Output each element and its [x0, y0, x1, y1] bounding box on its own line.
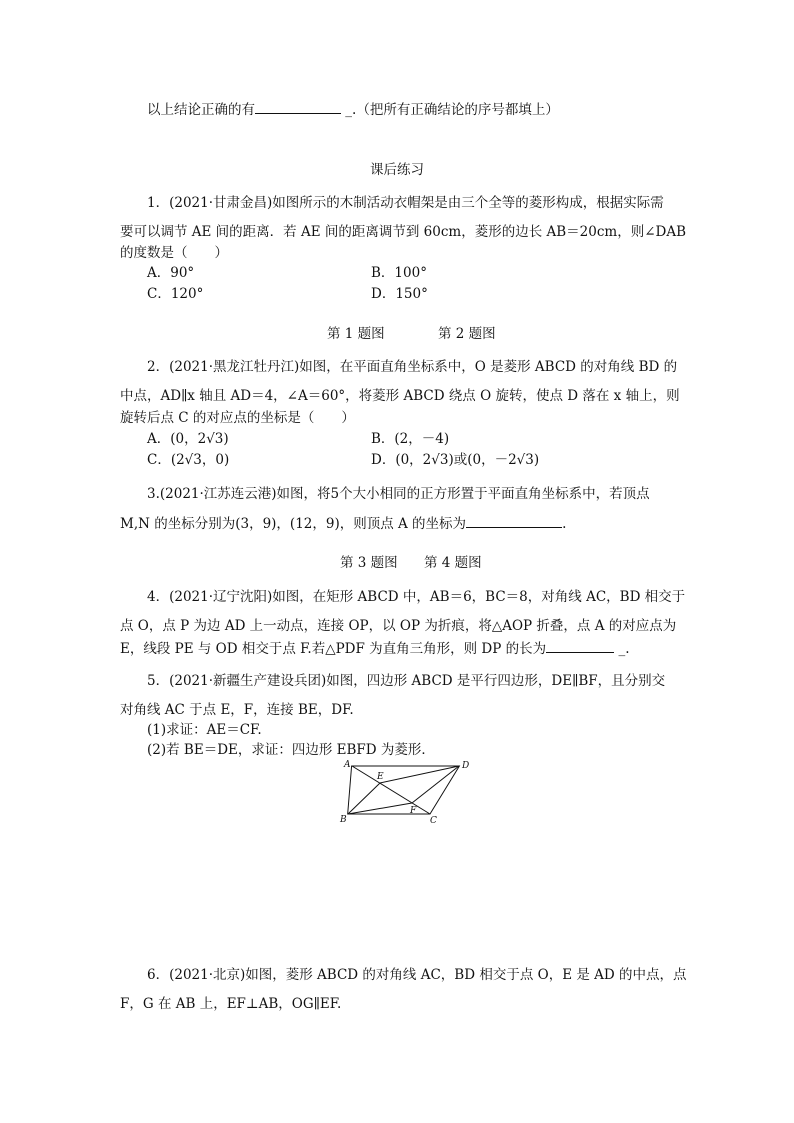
q4-line3-text: E，线段 PE 与 OD 相交于点 F.若△PDF 为直角三角形，则 DP 的长为 — [120, 641, 547, 657]
q1-option-a: A．90° — [147, 265, 195, 281]
label-d: D — [462, 761, 470, 771]
q2-line2: 中点，AD∥x 轴且 AD＝4，∠A＝60°，将菱形 ABCD 绕点 O 旋转，使点 D 落在 x 轴上，则 — [120, 388, 680, 404]
q2-line1: 2．(2021·黑龙江牡丹江)如图，在平面直角坐标系中，O 是菱形 ABCD 的对角线 BD 的 — [147, 359, 678, 375]
answer-blank — [546, 639, 614, 653]
q4-line2: 点 O，点 P 为边 AD 上一动点，连接 OP，以 OP 为折痕，将△AOP 折叠，点 A 的对应点为 — [120, 618, 677, 634]
q5-line1: 5．(2021·新疆生产建设兵团)如图，四边形 ABCD 是平行四边形，DE∥BF，且分别交 — [147, 673, 666, 689]
q2-option-d: D．(0，2√3)或(0，－2√3) — [371, 452, 540, 468]
fig-label-2: 第 2 题图 — [438, 326, 496, 342]
intro-suffix: .（把所有正确结论的序号都填上） — [352, 102, 559, 118]
q3-line2 — [120, 514, 566, 533]
parallelogram-figure — [340, 756, 470, 826]
q1-option-b: B．100° — [371, 265, 427, 281]
q2-option-a: A．(0，2√3) — [147, 431, 229, 447]
segment-ed — [380, 766, 459, 783]
q1-option-d: D．150° — [371, 286, 428, 302]
intro-prefix: 以上结论正确的有 — [147, 102, 255, 118]
q4-line3 — [120, 639, 629, 658]
q3-line1: 3.(2021·江苏连云港)如图，将5个大小相同的正方形置于平面直角坐标系中，若顶点 — [147, 486, 650, 502]
answer-blank — [255, 100, 341, 114]
q1-line1: 1．(2021·甘肃金昌)如图所示的木制活动衣帽架是由三个全等的菱形构成，根据实际需 — [147, 195, 664, 211]
section-title: 课后练习 — [370, 162, 424, 178]
q2-line3: 旋转后点 C 的对应点的坐标是（ ） — [120, 410, 355, 426]
q3-line2-suffix: . — [562, 516, 567, 532]
intro-blank-tail: _ — [345, 102, 353, 118]
label-a: A — [344, 760, 351, 770]
fig-label-4: 第 4 题图 — [424, 555, 482, 571]
q4-line1: 4．(2021·辽宁沈阳)如图，在矩形 ABCD 中，AB＝6，BC＝8，对角线 AC，BD 相交于 — [147, 589, 686, 605]
label-b: B — [340, 815, 347, 825]
q5-sub2: (2)若 BE＝DE，求证：四边形 EBFD 为菱形． — [147, 742, 435, 758]
q6-line2: F，G 在 AB 上，EF⊥AB，OG∥EF. — [120, 996, 342, 1012]
q2-option-c: C．(2√3，0) — [147, 452, 230, 468]
q1-line2: 要可以调节 AE 间的距离．若 AE 间的距离调节到 60cm，菱形的边长 AB＝20cm，则∠DAB — [120, 224, 687, 240]
q1-line3: 的度数是（ ） — [120, 245, 228, 261]
q5-line2: 对角线 AC 于点 E，F，连接 BE，DF. — [120, 702, 354, 718]
intro-line — [147, 100, 559, 119]
fig-label-3: 第 3 题图 — [340, 555, 398, 571]
q2-option-b: B．(2，－4) — [371, 431, 450, 447]
q6-line1: 6．(2021·北京)如图，菱形 ABCD 的对角线 AC，BD 相交于点 O，E 是 AD 的中点，点 — [147, 967, 687, 983]
answer-blank — [466, 514, 562, 528]
label-c: C — [430, 816, 437, 826]
q4-line3-suffix: _. — [618, 641, 630, 657]
q3-line2-text: M,N 的坐标分别为(3，9)，(12，9)，则顶点 A 的坐标为 — [120, 516, 467, 532]
label-f: F — [410, 806, 417, 816]
fig-label-1: 第 1 题图 — [327, 326, 385, 342]
label-e: E — [377, 772, 384, 782]
q1-option-c: C．120° — [147, 286, 204, 302]
q5-sub1: (1)求证：AE＝CF. — [147, 722, 262, 738]
